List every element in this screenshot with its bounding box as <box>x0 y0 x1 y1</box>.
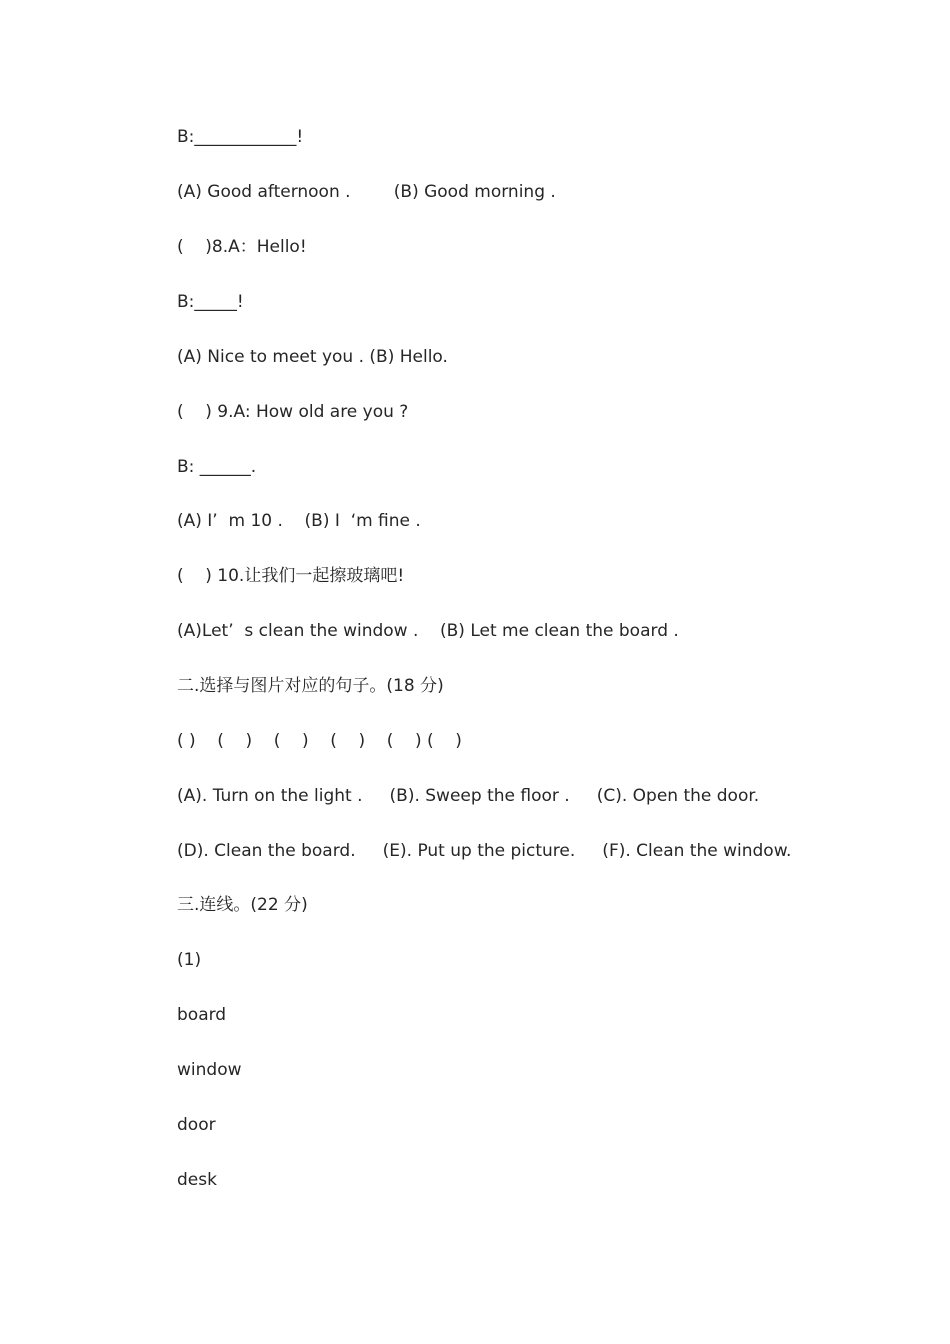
word-item: door <box>177 1115 216 1135</box>
options-q10: (A)Let’ s clean the window . (B) Let me clean the board . <box>177 621 679 641</box>
question-9: ( ) 9.A: How old are you ? <box>177 402 409 422</box>
options-q7: (A) Good afternoon . (B) Good morning . <box>177 182 556 202</box>
section-2-options-row-2: (D). Clean the board. (E). Put up the picture. (F). Clean the window. <box>177 841 792 861</box>
answer-line-q7-b: B:____________! <box>177 127 304 147</box>
word-item: board <box>177 1005 227 1025</box>
section-2-answer-blanks: ( ) ( ) ( ) ( ) ( ) ( ) <box>177 731 462 751</box>
word-item: desk <box>177 1170 217 1190</box>
word-item: window <box>177 1060 242 1080</box>
section-3-part-1-label: (1) <box>177 950 202 970</box>
options-q8: (A) Nice to meet you . (B) Hello. <box>177 347 448 367</box>
section-3-heading: 三.连线。(22 分) <box>177 895 308 915</box>
answer-line-q8-b: B:_____! <box>177 292 244 312</box>
answer-line-q9-b: B: ______. <box>177 457 257 477</box>
section-2-options-row-1: (A). Turn on the light . (B). Sweep the floor . (C). Open the door. <box>177 786 760 806</box>
options-q9: (A) I’ m 10 . (B) I ‘m fine . <box>177 511 421 531</box>
question-10: ( ) 10.让我们一起擦玻璃吧! <box>177 566 405 586</box>
question-8: ( )8.A：Hello! <box>177 237 307 257</box>
section-2-heading: 二.选择与图片对应的句子。(18 分) <box>177 676 444 696</box>
